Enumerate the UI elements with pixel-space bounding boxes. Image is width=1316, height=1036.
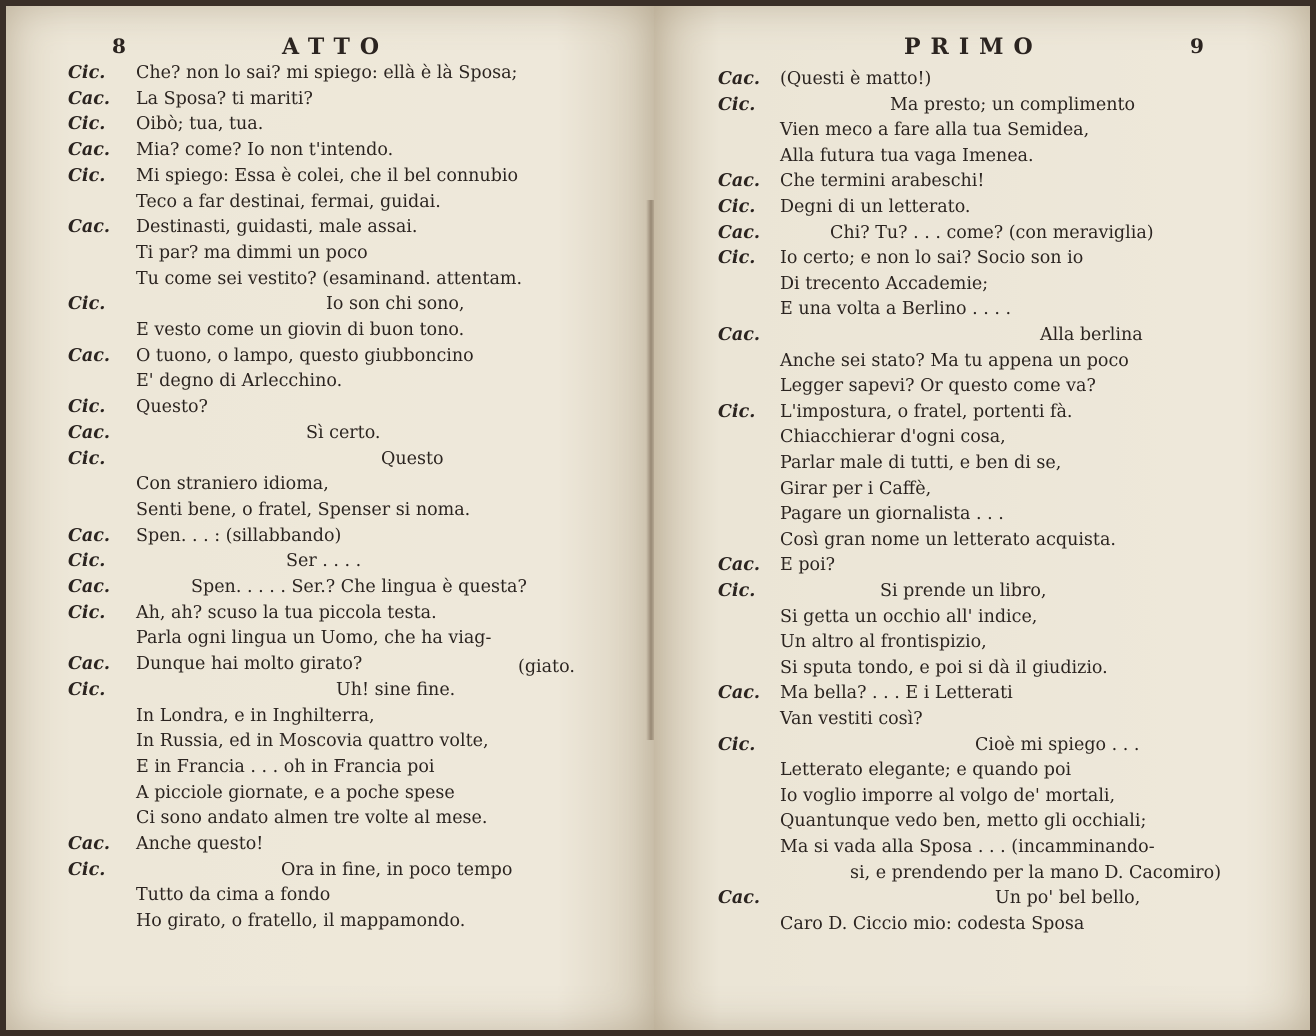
verse-line <box>68 214 648 240</box>
verse-text: Van vestiti così? <box>780 709 923 729</box>
verse-line <box>718 271 1298 297</box>
speaker-label: Cac. <box>718 555 761 576</box>
verse-line <box>68 137 648 163</box>
speaker-label: Cic. <box>68 551 106 572</box>
speaker-label: Cac. <box>68 88 111 109</box>
speaker-label: Cac. <box>68 345 111 366</box>
verse-line <box>68 394 648 420</box>
verse-text: Alla futura tua vaga Imenea. <box>780 145 1034 166</box>
verse-text: Uh! sine fine. <box>336 679 456 700</box>
verse-text: Letterato elegante; e quando poi <box>780 760 1072 781</box>
verse-text: Teco a far destinai, fermai, guidai. <box>136 191 441 212</box>
verse-line <box>68 831 648 857</box>
verse-line <box>718 143 1298 169</box>
verse-line <box>68 291 648 317</box>
verse-line <box>68 497 648 523</box>
verse-line <box>718 220 1298 246</box>
verse-text: Un altro al frontispizio, <box>780 632 987 653</box>
speaker-label: Cac. <box>718 888 761 909</box>
speaker-label: Cic. <box>718 734 756 755</box>
speaker-label: Cac. <box>68 654 111 675</box>
verse-text: Che? non lo sai? mi spiego: ellà è là Sposa; <box>136 63 518 83</box>
speaker-label: Cac. <box>68 525 111 546</box>
page-heading-right: PRIMO <box>904 34 1043 60</box>
verse-text: Dunque hai molto girato? <box>136 654 363 675</box>
verse-line <box>68 317 648 343</box>
verse-line <box>718 783 1298 809</box>
speaker-label: Cac. <box>718 69 761 89</box>
verse-line <box>718 399 1298 425</box>
verse-text: In Russia, ed in Moscovia quattro volte, <box>136 731 489 752</box>
speaker-label: Cic. <box>68 165 106 186</box>
verse-text: Questo? <box>136 397 208 418</box>
verse-line <box>718 424 1298 450</box>
verse-text: Anche sei stato? Ma tu appena un poco <box>780 350 1129 371</box>
verse-text: Ora in fine, in poco tempo <box>281 859 513 880</box>
verse-text: Spen. . . . . Ser.? Che lingua è questa? <box>191 577 527 597</box>
verse-text: O tuono, o lampo, questo giubboncino <box>136 345 474 366</box>
verse-line <box>68 805 648 831</box>
verse-text: Ti par? ma dimmi un poco <box>136 242 368 263</box>
verse-line <box>718 501 1298 527</box>
verse-text: Legger sapevi? Or questo come va? <box>780 376 1096 397</box>
verse-line <box>718 296 1298 322</box>
verse-line <box>718 911 1298 937</box>
verse-text: In Londra, e in Inghilterra, <box>136 705 375 726</box>
speaker-label: Cac. <box>68 217 111 238</box>
verse-line <box>718 476 1298 502</box>
verse-text: Si sputa tondo, e poi si dà il giudizio. <box>780 657 1108 678</box>
verse-text: E poi? <box>780 555 836 576</box>
verse-line <box>718 66 1298 92</box>
verse-line <box>68 780 648 806</box>
verse-line <box>68 728 648 754</box>
verse-line <box>718 706 1298 732</box>
speaker-label: Cic. <box>68 294 106 315</box>
speaker-label: Cic. <box>68 114 106 135</box>
verse-text: Così gran nome un letterato acquista. <box>780 529 1116 550</box>
verse-text: Chiacchierar d'ogni cosa, <box>780 427 1006 448</box>
verse-text: si, e prendendo per la mano D. Cacomiro) <box>850 862 1222 883</box>
verse-line <box>718 373 1298 399</box>
speaker-label: Cac. <box>68 422 111 443</box>
verse-text: Ma presto; un complimento <box>890 94 1136 115</box>
verse-line <box>718 552 1298 578</box>
verse-line <box>718 680 1298 706</box>
verse-line <box>718 808 1298 834</box>
verse-line <box>718 168 1298 194</box>
verse-text: Chi? Tu? . . . come? (con meraviglia) <box>830 222 1154 243</box>
verse-text: A picciole giornate, e a poche spese <box>136 782 455 803</box>
speaker-label: Cic. <box>718 581 756 601</box>
verse-text: Alla berlina <box>1040 325 1143 345</box>
verse-line <box>68 446 648 472</box>
verse-line <box>718 834 1298 860</box>
verse-text: Tutto da cima a fondo <box>136 885 331 906</box>
speaker-label: Cic. <box>68 679 106 700</box>
verse-text: Mia? come? Io non t'intendo. <box>136 140 394 161</box>
verse-line <box>718 245 1298 271</box>
verse-line <box>68 908 648 934</box>
verse-text: Tu come sei vestito? (esaminand. attentam. <box>136 268 523 289</box>
verse-text: Vien meco a fare alla tua Semidea, <box>780 120 1090 141</box>
verse-line <box>68 111 648 137</box>
verse-text: Io voglio imporre al volgo de' mortali, <box>780 785 1116 806</box>
verse-text: L'impostura, o fratel, portenti fà. <box>780 401 1073 422</box>
verse-line <box>68 677 648 703</box>
verse-text: Mi spiego: Essa è colei, che il bel connubio <box>136 165 519 186</box>
verse-line <box>718 860 1298 886</box>
hanging-word: (giato. <box>518 657 575 677</box>
verse-text: E una volta a Berlino . . . . <box>780 299 1012 320</box>
verse-text: Si getta un occhio all' indice, <box>780 606 1038 627</box>
verse-text: Parla ogni lingua un Uomo, che ha viag- <box>136 628 492 649</box>
verse-line <box>68 625 648 651</box>
verse-line <box>68 343 648 369</box>
verse-line <box>68 523 648 549</box>
verse-text: Oibò; tua, tua. <box>136 114 264 135</box>
verse-line <box>68 420 648 446</box>
verse-line <box>718 757 1298 783</box>
verse-text: Senti bene, o fratel, Spenser si noma. <box>136 499 471 520</box>
verse-text: (Questi è matto!) <box>780 69 932 89</box>
verse-text: Sì certo. <box>306 422 381 443</box>
verse-line <box>68 548 648 574</box>
verse-line <box>718 885 1298 911</box>
verse-text: Con straniero idioma, <box>136 474 329 495</box>
verse-text: Io certo; e non lo sai? Socio son io <box>780 248 1084 269</box>
speaker-label: Cac. <box>718 171 761 192</box>
verse-text: Ma si vada alla Sposa . . . (incamminando- <box>780 837 1155 857</box>
speaker-label: Cic. <box>718 401 756 422</box>
verse-text: Degni di un letterato. <box>780 197 971 217</box>
verse-line <box>718 348 1298 374</box>
verse-text: Ho girato, o fratello, il mappamondo. <box>136 911 466 932</box>
speaker-label: Cic. <box>68 859 106 880</box>
verse-text: Girar per i Caffè, <box>780 478 932 499</box>
verse-text: E' degno di Arlecchino. <box>136 371 343 392</box>
verse-text: Ci sono andato almen tre volte al mese. <box>136 808 488 829</box>
verse-text: Un po' bel bello, <box>995 888 1141 909</box>
verse-text: La Sposa? ti mariti? <box>136 88 313 109</box>
verse-line <box>718 322 1298 348</box>
verse-text: Destinasti, guidasti, male assai. <box>136 217 418 238</box>
speaker-label: Cac. <box>68 577 111 597</box>
verse-line <box>718 732 1298 758</box>
speaker-label: Cic. <box>68 397 106 418</box>
verse-text: E in Francia . . . oh in Francia poi <box>136 756 435 777</box>
verse-line <box>68 86 648 112</box>
verse-line <box>68 189 648 215</box>
verse-line <box>68 163 648 189</box>
verse-text: E vesto come un giovin di buon tono. <box>136 320 465 340</box>
verse-line <box>68 574 648 600</box>
speaker-label: Cic. <box>718 248 756 269</box>
verse-text: Io son chi sono, <box>326 294 465 315</box>
verse-text: Anche questo! <box>136 834 264 854</box>
verse-line <box>68 240 648 266</box>
verse-line <box>68 703 648 729</box>
verse-line <box>718 655 1298 681</box>
verse-text: Quantunque vedo ben, metto gli occhiali; <box>780 811 1147 832</box>
speaker-label: Cic. <box>68 63 106 83</box>
verse-text: Che termini arabeschi! <box>780 171 985 192</box>
verse-line <box>68 368 648 394</box>
speaker-label: Cac. <box>718 222 761 243</box>
page-heading-left: ATTO <box>282 34 389 60</box>
verse-text: Ma bella? . . . E i Letterati <box>780 683 1013 704</box>
speaker-label: Cic. <box>68 602 106 623</box>
speaker-label: Cac. <box>68 834 111 854</box>
verse-text: Parlar male di tutti, e ben di se, <box>780 453 1062 473</box>
verse-line <box>68 600 648 626</box>
verse-line <box>68 60 648 86</box>
verse-text: Di trecento Accademie; <box>780 273 989 294</box>
verse-text: Cioè mi spiego . . . <box>975 734 1140 755</box>
speaker-label: Cac. <box>718 683 761 704</box>
verse-text: Ser . . . . <box>286 551 362 572</box>
speaker-label: Cic. <box>718 94 756 115</box>
speaker-label: Cac. <box>718 325 761 345</box>
verse-line <box>718 629 1298 655</box>
verse-line <box>718 450 1298 476</box>
verse-line <box>718 604 1298 630</box>
speaker-label: Cac. <box>68 140 111 161</box>
verse-text: Caro D. Ciccio mio: codesta Sposa <box>780 913 1085 934</box>
verse-line <box>718 92 1298 118</box>
verse-line <box>718 578 1298 604</box>
verse-text: Spen. . . : (sillabbando) <box>136 525 342 546</box>
verse-text: Ah, ah? scuso la tua piccola testa. <box>136 602 437 623</box>
verse-line <box>718 527 1298 553</box>
verse-text: Pagare un giornalista . . . <box>780 504 1004 525</box>
right-page <box>654 6 1310 1030</box>
speaker-label: Cic. <box>68 448 106 469</box>
verse-line <box>68 882 648 908</box>
verse-line <box>718 117 1298 143</box>
verse-line <box>68 471 648 497</box>
verse-line <box>68 266 648 292</box>
left-page <box>6 6 654 1030</box>
speaker-label: Cic. <box>718 197 756 217</box>
verse-line <box>68 754 648 780</box>
verse-line <box>68 857 648 883</box>
page-number-right: 9 <box>1190 34 1204 58</box>
verse-line <box>718 194 1298 220</box>
verse-text: Questo <box>381 448 444 469</box>
page-number-left: 8 <box>112 34 126 58</box>
verse-text: Si prende un libro, <box>880 581 1047 601</box>
